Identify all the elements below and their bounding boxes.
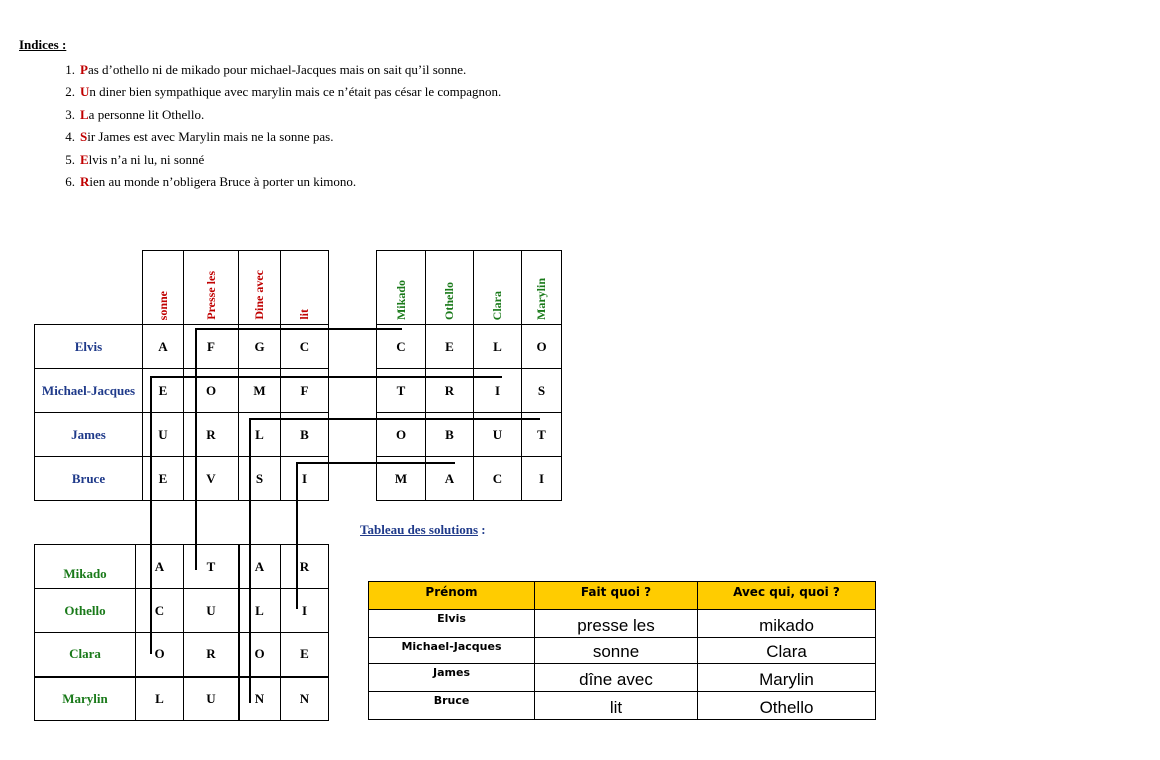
trace-line	[249, 418, 251, 703]
grid-cell: S	[239, 457, 281, 501]
solutions-row	[369, 692, 876, 720]
grid-cell: F	[281, 369, 329, 413]
solution-action: lit	[535, 692, 698, 720]
solution-name: James	[369, 664, 535, 692]
grid-cell: O	[239, 633, 281, 677]
grid-cell: T	[522, 413, 562, 457]
grid-cell: N	[239, 677, 281, 721]
indices-title: Indices :	[19, 37, 67, 52]
trace-line	[296, 462, 455, 464]
grid-cell: I	[281, 457, 329, 501]
trace-line	[238, 544, 240, 720]
object-header-cell: Mikado	[377, 251, 426, 325]
grid-cell: L	[136, 677, 184, 721]
objects-actions-grid	[34, 544, 329, 721]
grid-cell: T	[184, 545, 239, 589]
solution-action: dîne avec	[535, 664, 698, 692]
solution-name: Michael-Jacques	[369, 638, 535, 664]
trace-line	[296, 462, 298, 609]
object-header-cell: Marylin	[522, 251, 562, 325]
grid-cell: E	[143, 369, 184, 413]
solutions-header-cell: Avec qui, quoi ?	[698, 582, 876, 610]
object-label: Mikado	[35, 545, 136, 589]
grid-cell: U	[184, 589, 239, 633]
grid-cell: E	[143, 457, 184, 501]
solution-action: presse les	[535, 610, 698, 638]
object-label: Marylin	[35, 677, 136, 721]
grid-cell: M	[239, 369, 281, 413]
solutions-header-cell: Fait quoi ?	[535, 582, 698, 610]
grid-cell: B	[281, 413, 329, 457]
grid-cell: G	[239, 325, 281, 369]
grid-cell: C	[377, 325, 426, 369]
grid-cell: R	[184, 413, 239, 457]
grid-cell: E	[281, 633, 329, 677]
solutions-row	[369, 664, 876, 692]
person-label: Elvis	[35, 325, 143, 369]
grid-cell: A	[136, 545, 184, 589]
grid-cell: L	[239, 589, 281, 633]
grid-cell: A	[426, 457, 474, 501]
clue-item: 4. Sir James est avec Marylin mais ne la sonne pas.	[65, 129, 334, 145]
objects-header	[376, 250, 562, 325]
grid-cell: U	[184, 677, 239, 721]
object-header-cell: Othello	[426, 251, 474, 325]
clue-item: 1. Pas d’othello ni de mikado pour michael-Jacques mais on sait qu’il sonne.	[65, 62, 467, 77]
object-label: Othello	[35, 589, 136, 633]
clues-list	[28, 61, 501, 195]
grid-cell: L	[239, 413, 281, 457]
grid-cell: N	[281, 677, 329, 721]
grid-cell: B	[426, 413, 474, 457]
solutions-title: Tableau des solutions :	[360, 522, 486, 537]
solutions-row	[369, 610, 876, 638]
solutions-header-cell: Prénom	[369, 582, 535, 610]
solution-with: Marylin	[698, 664, 876, 692]
grid-cell: U	[143, 413, 184, 457]
grid-cell: F	[184, 325, 239, 369]
person-label: James	[35, 413, 143, 457]
clue-item: 3. La personne lit Othello.	[65, 106, 205, 122]
grid-cell: V	[184, 457, 239, 501]
grid-cell: R	[281, 545, 329, 589]
action-header-cell: lit	[281, 251, 329, 325]
person-label: Bruce	[35, 457, 143, 501]
clue-item: 6. Rien au monde n’obligera Bruce à porter un kimono.	[65, 173, 357, 189]
grid-cell: T	[377, 369, 426, 413]
grid-cell: C	[474, 457, 522, 501]
trace-line	[249, 418, 540, 420]
grid-cell: U	[474, 413, 522, 457]
object-header-cell: Clara	[474, 251, 522, 325]
grid-cell: I	[522, 457, 562, 501]
grid-cell: M	[377, 457, 426, 501]
grid-cell: O	[522, 325, 562, 369]
solutions-table	[368, 581, 876, 720]
clue-item: 5. Elvis n’a ni lu, ni sonné	[65, 151, 205, 167]
people-objects-grid	[376, 324, 562, 501]
solution-with: Clara	[698, 638, 876, 664]
trace-line	[150, 376, 152, 654]
people-actions-grid	[34, 324, 329, 501]
action-header-cell: sonne	[143, 251, 184, 325]
grid-cell: O	[377, 413, 426, 457]
grid-cell: C	[136, 589, 184, 633]
grid-cell: A	[143, 325, 184, 369]
grid-cell: L	[474, 325, 522, 369]
solution-action: sonne	[535, 638, 698, 664]
grid-cell: S	[522, 369, 562, 413]
solution-with: mikado	[698, 610, 876, 638]
grid-cell: O	[184, 369, 239, 413]
grid-cell: C	[281, 325, 329, 369]
solution-name: Elvis	[369, 610, 535, 638]
solutions-row	[369, 638, 876, 664]
grid-cell: I	[474, 369, 522, 413]
actions-header	[142, 250, 329, 325]
trace-line	[195, 328, 197, 570]
solution-with: Othello	[698, 692, 876, 720]
action-header-cell: Presse les	[184, 251, 239, 325]
clue-item: 2. Un diner bien sympathique avec marylin mais ce n’était pas césar le compagnon.	[65, 84, 502, 100]
person-label: Michael-Jacques	[35, 369, 143, 413]
grid-cell: I	[281, 589, 329, 633]
grid-cell: R	[184, 633, 239, 677]
object-label: Clara	[35, 633, 136, 677]
grid-cell: A	[239, 545, 281, 589]
trace-line	[150, 376, 502, 378]
grid-cell: O	[136, 633, 184, 677]
grid-cell: E	[426, 325, 474, 369]
trace-line	[195, 328, 402, 330]
solution-name: Bruce	[369, 692, 535, 720]
grid-cell: R	[426, 369, 474, 413]
action-header-cell: Dine avec	[239, 251, 281, 325]
